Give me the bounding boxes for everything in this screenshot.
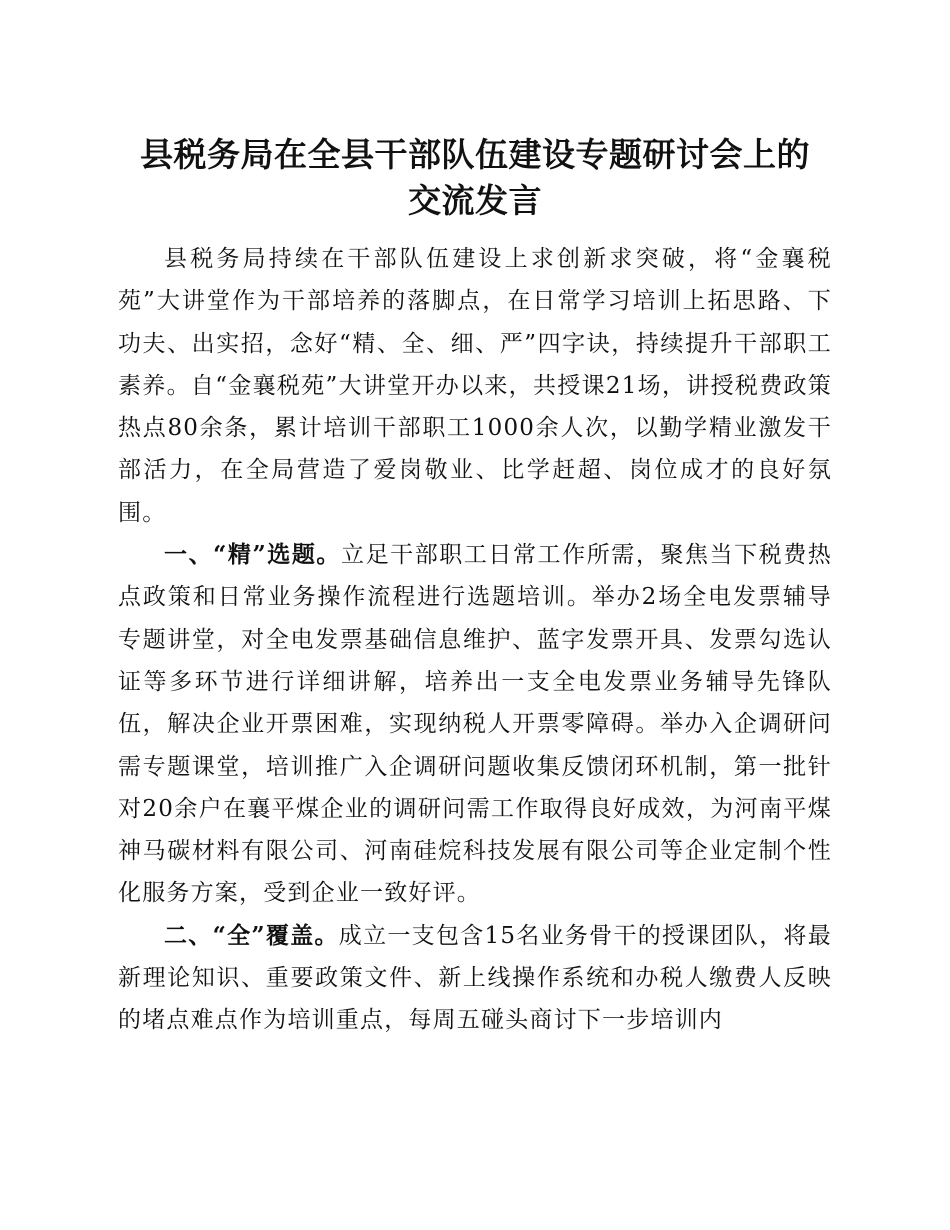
- section-2-text: 成立一支包含15名业务骨干的授课团队，将最新理论知识、重要政策文件、新上线操作系统和办税人缴费人反映的堵点难点作为培训重点，每周五碰头商讨下一步培训内: [118, 922, 833, 1034]
- document-body: [118, 238, 832, 1042]
- section-2-paragraph: [118, 915, 832, 1042]
- section-2-heading: 二、“全”覆盖。: [164, 921, 339, 949]
- section-1-paragraph: [118, 534, 832, 915]
- title-line-1: 县税务局在全县干部队伍建设专题研讨会上的: [140, 135, 810, 174]
- section-1-heading: 一、“精”选题。: [164, 541, 342, 569]
- intro-paragraph: 县税务局持续在干部队伍建设上求创新求突破，将“金襄税苑”大讲堂作为干部培养的落脚点，在日常学习培训上拓思路、下功夫、出实招，念好“精、全、细、严”四字诀，持续提升干部职工素养。自“金襄税苑”大讲堂开办以来，共授课21场，讲授税费政策热点80余条，累计培训干部职工1000余人次，以勤学精业激发干部活力，在全局营造了爱岗敬业、比学赶超、岗位成才的良好氛围。: [118, 246, 832, 526]
- document-title: [118, 132, 832, 224]
- section-1-text: 立足干部职工日常工作所需，聚焦当下税费热点政策和日常业务操作流程进行选题培训。举办2场全电发票辅导专题讲堂，对全电发票基础信息维护、蓝字发票开具、发票勾选认证等多环节进行详细讲解，培养出一支全电发票业务辅导先锋队伍，解决企业开票困难，实现纳税人开票零障碍。举办入企调研问需专题课堂，培训推广入企调研问题收集反馈闭环机制，第一批针对20余户在襄平煤企业的调研问需工作取得良好成效，为河南平煤神马碳材料有限公司、河南硅烷科技发展有限公司等企业定制个性化服务方案，受到企业一致好评。: [118, 542, 833, 907]
- title-line-2: 交流发言: [408, 181, 542, 220]
